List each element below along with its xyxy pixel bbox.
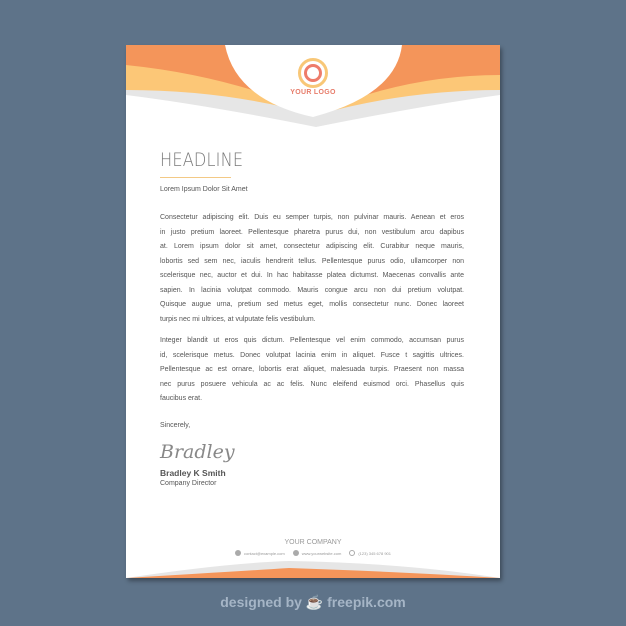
text-line: in justo pretium laoreet. Pellentesque pharetra purus dui, non vestibulum arcu dapibus [160,228,464,236]
signer-name: Bradley K Smith [160,468,226,478]
logo-text: YOUR LOGO [290,89,336,96]
closing: Sincerely, [160,422,191,429]
subheadline: Lorem Ipsum Dolor Sit Amet [160,186,248,193]
text-line: nec purus posuere vehicula ac ac felis. Nunc eleifend euismod orci. Phasellus quis [160,380,464,388]
headline: HEADLINE [160,149,244,171]
text-line: Integer blandit ut eros quis dictum. Pellentesque vel enim commodo, accumsan purus [160,337,464,344]
contact-phone [349,550,391,556]
text-line: id, scelerisque metus. Donec volutpat lacinia enim in aliquet. Fusce t sagittis ultrices. [160,351,464,359]
text-line: Pellentesque ac est ornare, lobortis erat aliquet, malesuada turpis. Praesent non massa [160,366,464,373]
freepik-credit: designed by ☕ freepik.com [220,594,406,610]
signer-title: Company Director [160,480,217,487]
text-line: scelerisque nec, auctor et dui. In hac habitasse platea dictumst. Maecenas convallis ante [160,272,464,279]
text-line: Consectetur adipiscing elit. Duis eu semper turpis, non pulvinar mauris. Aenean et eros [160,214,464,221]
globe-icon [293,550,299,556]
text-line: Quisque augue urna, pretium sed metus eget, mollis consectetur nunc. Donec laoreet [160,301,464,308]
body-paragraph-1 [160,211,464,327]
text-line: turpis nec mi ultrices, at vulputate felis vestibulum. [160,315,316,323]
text-line: sapien. In lacinia volutpat commodo. Mauris congue arcu non dui pretium volutpat. [160,286,464,294]
contact-email [235,550,285,556]
email-text: contact@example.com [243,550,285,556]
letterhead-page [126,45,500,578]
phone-icon [349,550,355,556]
headline-underline [160,177,231,178]
signature: Bradley [160,441,235,463]
phone-text: (123) 345 678 901 [358,550,392,556]
text-line: faucibus erat. [160,395,203,402]
footer-contacts [126,550,500,556]
logo-icon [298,58,328,88]
text-line: at. Lorem ipsum dolor sit amet, consectetur adipiscing elit. Curabitur neque mauris, [160,243,464,250]
contact-website [293,550,342,556]
email-icon [235,550,241,556]
text-line: lobortis sed sem nec, iaculis hendrerit tellus. Pellentesque purus odio, ullamcorper non [160,257,464,265]
footer-company: YOUR COMPANY [284,539,342,546]
footer-wave-decoration [126,558,500,578]
body-paragraph-2 [160,334,464,407]
website-text: www.yourwebsite.com [301,550,342,556]
